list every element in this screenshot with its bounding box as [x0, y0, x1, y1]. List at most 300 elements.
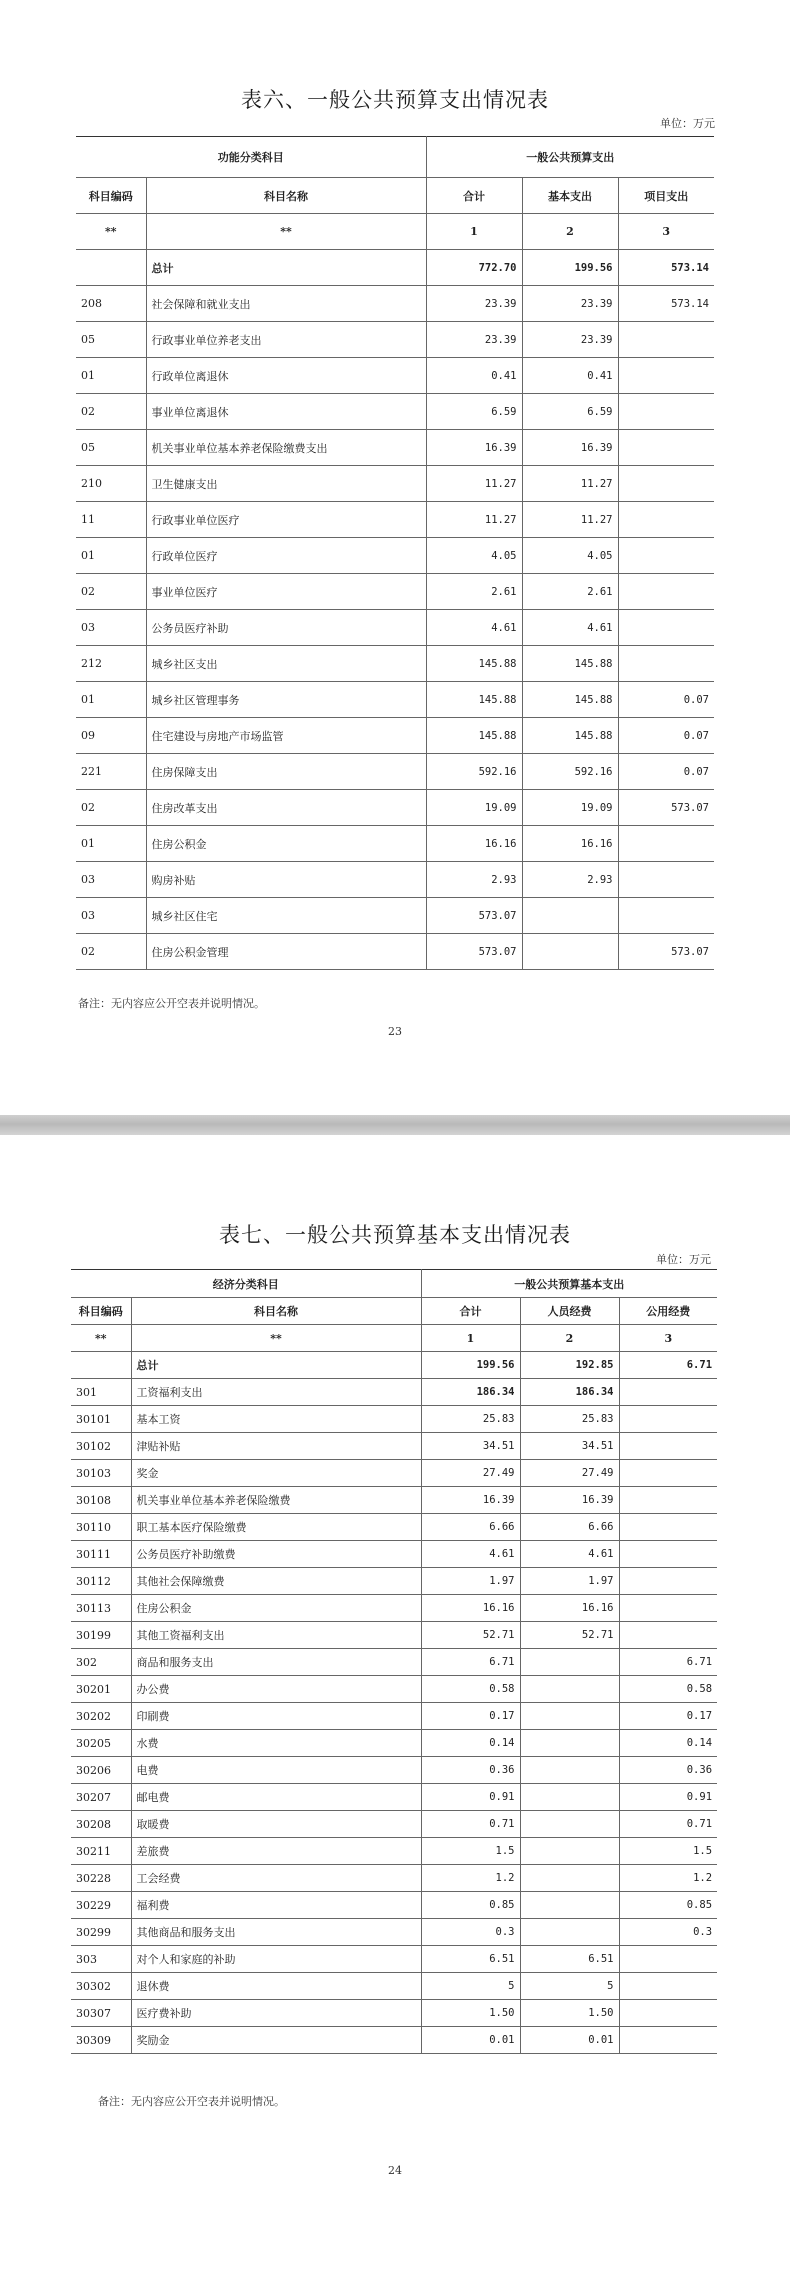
table7-row [71, 1568, 717, 1595]
table7-cell-personnel: 0.01 [520, 2027, 619, 2054]
table7-cell-name: 奖励金 [131, 2027, 421, 2054]
table6-cell-total: 145.88 [426, 718, 522, 754]
table7-cell-name: 基本工资 [131, 1406, 421, 1433]
table6-cell-basic: 16.16 [522, 826, 618, 862]
table7-cell-public [619, 1433, 717, 1460]
table6-cell-name: 住房保障支出 [146, 754, 426, 790]
table7-row [71, 1730, 717, 1757]
table7-cell-code: 30102 [71, 1433, 131, 1460]
table7-cell-name: 对个人和家庭的补助 [131, 1946, 421, 1973]
table7-cell-personnel: 192.85 [520, 1352, 619, 1379]
table7-cell-public [619, 2027, 717, 2054]
table6-cell-name: 卫生健康支出 [146, 466, 426, 502]
table7-cell-personnel: 16.16 [520, 1595, 619, 1622]
table6-cell-total: 2.93 [426, 862, 522, 898]
table7-cell-public: 1.2 [619, 1865, 717, 1892]
table6-cell-project [618, 322, 714, 358]
table6-cell-code: 02 [76, 394, 146, 430]
table7-cell-public [619, 1568, 717, 1595]
table6-cell-project: 573.07 [618, 790, 714, 826]
table7-group-left: 经济分类科目 [71, 1270, 421, 1298]
table6-cell-name: 购房补贴 [146, 862, 426, 898]
table6-cell-name: 城乡社区管理事务 [146, 682, 426, 718]
table7-cell-total: 6.51 [421, 1946, 520, 1973]
table7-cell-code: 30112 [71, 1568, 131, 1595]
table6-cell-code: 01 [76, 538, 146, 574]
table6-cell-code: 01 [76, 358, 146, 394]
table7-cell-personnel [520, 1811, 619, 1838]
table6-cell-project [618, 610, 714, 646]
table7-cell-public [619, 1487, 717, 1514]
table6-cell-code: 02 [76, 934, 146, 970]
table7-cell-total: 16.16 [421, 1595, 520, 1622]
table6-cell-total: 11.27 [426, 466, 522, 502]
table6-cell-name: 总计 [146, 250, 426, 286]
table7-cell-personnel [520, 1730, 619, 1757]
table7-cell-total: 0.71 [421, 1811, 520, 1838]
table7-cell-personnel [520, 1892, 619, 1919]
table6-cell-name: 公务员医疗补助 [146, 610, 426, 646]
table6-cell-basic: 2.61 [522, 574, 618, 610]
table7-cell-total: 0.17 [421, 1703, 520, 1730]
table6-cell-total: 6.59 [426, 394, 522, 430]
table6-cell-total: 11.27 [426, 502, 522, 538]
table6-row [76, 826, 714, 862]
table6-row [76, 682, 714, 718]
table6-cell-project [618, 502, 714, 538]
table7-cell-name: 住房公积金 [131, 1595, 421, 1622]
table6-cell-name: 住宅建设与房地产市场监管 [146, 718, 426, 754]
table7-cell-personnel [520, 1865, 619, 1892]
table6-cell-project [618, 538, 714, 574]
table6-unit: 单位：万元 [660, 117, 715, 130]
table7-cell-total: 6.66 [421, 1514, 520, 1541]
table7-cell-name: 电费 [131, 1757, 421, 1784]
table6-row [76, 790, 714, 826]
table6-row [76, 610, 714, 646]
table6-cell-basic [522, 934, 618, 970]
document-page-23 [0, 0, 790, 1115]
table7-cell-public [619, 1622, 717, 1649]
table6-cell-project [618, 826, 714, 862]
table7-cell-personnel [520, 1838, 619, 1865]
table6-cell-project: 573.14 [618, 250, 714, 286]
table6-cell-code: 208 [76, 286, 146, 322]
table6-cell-basic: 11.27 [522, 502, 618, 538]
table7-row [71, 1703, 717, 1730]
table6-cell-name: 住房公积金 [146, 826, 426, 862]
table6-cell-code: 01 [76, 682, 146, 718]
table6-row [76, 430, 714, 466]
table7-row [71, 1352, 717, 1379]
table6-cell-project [618, 430, 714, 466]
table6-cell-project: 0.07 [618, 718, 714, 754]
table7-cell-code: 30111 [71, 1541, 131, 1568]
table7-row [71, 1946, 717, 1973]
table7-row [71, 1379, 717, 1406]
table7-row [71, 1649, 717, 1676]
table7-index-2: 2 [520, 1325, 619, 1352]
table6-cell-name: 城乡社区支出 [146, 646, 426, 682]
table7-cell-total: 1.2 [421, 1865, 520, 1892]
table7-cell-code: 30103 [71, 1460, 131, 1487]
table7-index-row [71, 1325, 717, 1352]
table7-cell-total: 0.58 [421, 1676, 520, 1703]
table7-index-3: 3 [619, 1325, 717, 1352]
table6-cell-code: 11 [76, 502, 146, 538]
table6-cell-total: 0.41 [426, 358, 522, 394]
table7-col-public: 公用经费 [619, 1298, 717, 1325]
table7-cell-name: 退休费 [131, 1973, 421, 2000]
table7-cell-personnel: 5 [520, 1973, 619, 2000]
table7-row [71, 1460, 717, 1487]
table6-cell-project: 573.14 [618, 286, 714, 322]
table7-cell-name: 公务员医疗补助缴费 [131, 1541, 421, 1568]
table6-cell-code: 221 [76, 754, 146, 790]
table7-cell-total: 25.83 [421, 1406, 520, 1433]
table6-col-total: 合计 [426, 178, 522, 214]
table6-cell-basic: 145.88 [522, 646, 618, 682]
table7-col-code: 科目编码 [71, 1298, 131, 1325]
table7-cell-total: 0.85 [421, 1892, 520, 1919]
table6-row [76, 646, 714, 682]
table6-cell-code: 210 [76, 466, 146, 502]
table6-row [76, 538, 714, 574]
table6-cell-name: 行政单位离退休 [146, 358, 426, 394]
table7-row [71, 1487, 717, 1514]
table6-cell-project: 0.07 [618, 754, 714, 790]
table7-cell-public [619, 1406, 717, 1433]
table7-cell-total: 186.34 [421, 1379, 520, 1406]
table7-cell-personnel [520, 1676, 619, 1703]
table7-cell-name: 奖金 [131, 1460, 421, 1487]
table7-col-personnel: 人员经费 [520, 1298, 619, 1325]
table7-cell-total: 4.61 [421, 1541, 520, 1568]
table7-cell-total: 5 [421, 1973, 520, 2000]
table7-cell-public [619, 1595, 717, 1622]
table7-row [71, 1892, 717, 1919]
table6-cell-code: 03 [76, 610, 146, 646]
table7-cell-code: 30208 [71, 1811, 131, 1838]
table6-index-3: 3 [618, 214, 714, 250]
table7-cell-code: 30228 [71, 1865, 131, 1892]
table7-cell-code: 301 [71, 1379, 131, 1406]
table6-row [76, 250, 714, 286]
table6-row [76, 898, 714, 934]
table7-cell-name: 其他工资福利支出 [131, 1622, 421, 1649]
table6-cell-total: 573.07 [426, 898, 522, 934]
table7-marker-code: ** [71, 1325, 131, 1352]
table7-cell-name: 水费 [131, 1730, 421, 1757]
table7-cell-personnel: 1.97 [520, 1568, 619, 1595]
table7-cell-total: 0.36 [421, 1757, 520, 1784]
table6-cell-code: 03 [76, 862, 146, 898]
table6-cell-code: 02 [76, 790, 146, 826]
table6-marker-name: ** [146, 214, 426, 250]
table7-cell-personnel: 27.49 [520, 1460, 619, 1487]
table7-row [71, 1595, 717, 1622]
table6-cell-name: 行政单位医疗 [146, 538, 426, 574]
table7-cell-code: 30307 [71, 2000, 131, 2027]
page-number-23: 23 [388, 1025, 402, 1038]
table7-row [71, 2000, 717, 2027]
table7-unit: 单位：万元 [656, 1253, 711, 1266]
table6-row [76, 718, 714, 754]
table6-cell-name: 事业单位医疗 [146, 574, 426, 610]
table6-cell-total: 2.61 [426, 574, 522, 610]
table7-row [71, 1838, 717, 1865]
table7-cell-total: 0.91 [421, 1784, 520, 1811]
table7-cell-public [619, 2000, 717, 2027]
table6-cell-basic: 19.09 [522, 790, 618, 826]
table6-col-code: 科目编码 [76, 178, 146, 214]
table7-cell-personnel: 4.61 [520, 1541, 619, 1568]
table7-cell-code: 30207 [71, 1784, 131, 1811]
table6-cell-basic: 592.16 [522, 754, 618, 790]
table6-cell-basic: 4.05 [522, 538, 618, 574]
table7-cell-public: 0.36 [619, 1757, 717, 1784]
table6-cell-code: 01 [76, 826, 146, 862]
table6-cell-code: 05 [76, 322, 146, 358]
table7-cell-public: 6.71 [619, 1352, 717, 1379]
table7-cell-personnel: 25.83 [520, 1406, 619, 1433]
table6-marker-code: ** [76, 214, 146, 250]
table7-cell-name: 商品和服务支出 [131, 1649, 421, 1676]
table6-cell-code: 03 [76, 898, 146, 934]
table6-cell-name: 行政事业单位医疗 [146, 502, 426, 538]
table6-cell-project [618, 646, 714, 682]
table6-cell-basic: 0.41 [522, 358, 618, 394]
table7-cell-public [619, 1973, 717, 2000]
table7-cell-public: 6.71 [619, 1649, 717, 1676]
table6-index-1: 1 [426, 214, 522, 250]
table7-cell-public: 0.58 [619, 1676, 717, 1703]
table6-cell-name: 城乡社区住宅 [146, 898, 426, 934]
table7-cell-total: 1.50 [421, 2000, 520, 2027]
table7-row [71, 1622, 717, 1649]
table6-row [76, 322, 714, 358]
table6-cell-project: 573.07 [618, 934, 714, 970]
table7-cell-code: 30205 [71, 1730, 131, 1757]
table7-note: 备注：无内容应公开空表并说明情况。 [98, 2095, 285, 2108]
table6-cell-project [618, 466, 714, 502]
table7-cell-personnel: 186.34 [520, 1379, 619, 1406]
table7-cell-code: 30229 [71, 1892, 131, 1919]
table7-row [71, 1406, 717, 1433]
table6-note: 备注：无内容应公开空表并说明情况。 [78, 997, 265, 1010]
table6-col-project: 项目支出 [618, 178, 714, 214]
table6-cell-total: 4.05 [426, 538, 522, 574]
table7-cell-code: 30113 [71, 1595, 131, 1622]
table7-cell-name: 总计 [131, 1352, 421, 1379]
table7-cell-total: 1.5 [421, 1838, 520, 1865]
table7-cell-public: 0.91 [619, 1784, 717, 1811]
table6-cell-name: 住房改革支出 [146, 790, 426, 826]
table7-cell-total: 199.56 [421, 1352, 520, 1379]
table7-header-row [71, 1298, 717, 1325]
table7-cell-personnel [520, 1919, 619, 1946]
table6-cell-basic: 2.93 [522, 862, 618, 898]
table7-cell-public: 1.5 [619, 1838, 717, 1865]
table6-row [76, 394, 714, 430]
table6-cell-project [618, 574, 714, 610]
table7-cell-personnel [520, 1703, 619, 1730]
table7-cell-total: 0.14 [421, 1730, 520, 1757]
table6-index-row [76, 214, 714, 250]
table7-cell-code: 30199 [71, 1622, 131, 1649]
table7-cell-code: 30110 [71, 1514, 131, 1541]
table6-cell-total: 16.16 [426, 826, 522, 862]
table6-row [76, 286, 714, 322]
table7-col-total: 合计 [421, 1298, 520, 1325]
page-number-24: 24 [388, 2164, 402, 2177]
table6-cell-total: 573.07 [426, 934, 522, 970]
table7-cell-total: 34.51 [421, 1433, 520, 1460]
table7-cell-name: 工会经费 [131, 1865, 421, 1892]
table7-row [71, 1541, 717, 1568]
table6-cell-project [618, 394, 714, 430]
table7-cell-personnel: 52.71 [520, 1622, 619, 1649]
table7-cell-name: 医疗费补助 [131, 2000, 421, 2027]
table7-cell-total: 1.97 [421, 1568, 520, 1595]
table6-cell-name: 机关事业单位基本养老保险缴费支出 [146, 430, 426, 466]
table7-cell-name: 其他社会保障缴费 [131, 1568, 421, 1595]
table7-row [71, 1433, 717, 1460]
table6-cell-name: 行政事业单位养老支出 [146, 322, 426, 358]
table6-cell-name: 住房公积金管理 [146, 934, 426, 970]
table6-row [76, 574, 714, 610]
table6-cell-total: 19.09 [426, 790, 522, 826]
table7-cell-personnel [520, 1757, 619, 1784]
table6-group-left: 功能分类科目 [76, 137, 426, 178]
table7-header-group-row [71, 1270, 717, 1298]
table7-cell-public: 0.17 [619, 1703, 717, 1730]
table7-cell-name: 印刷费 [131, 1703, 421, 1730]
table7-row [71, 1811, 717, 1838]
table6-cell-code: 05 [76, 430, 146, 466]
table7-cell-name: 邮电费 [131, 1784, 421, 1811]
table7-cell-personnel: 34.51 [520, 1433, 619, 1460]
table7-cell-code: 30302 [71, 1973, 131, 2000]
table7-cell-code: 30309 [71, 2027, 131, 2054]
table6-cell-code: 09 [76, 718, 146, 754]
table7-cell-public [619, 1541, 717, 1568]
table7-cell-code: 30211 [71, 1838, 131, 1865]
page-separator [0, 1115, 790, 1135]
table7-cell-name: 津贴补贴 [131, 1433, 421, 1460]
table6-title: 表六、一般公共预算支出情况表 [241, 88, 549, 112]
table7-cell-personnel: 6.51 [520, 1946, 619, 1973]
table7-index-1: 1 [421, 1325, 520, 1352]
table7-cell-total: 0.01 [421, 2027, 520, 2054]
table6-cell-total: 772.70 [426, 250, 522, 286]
table7-row [71, 1514, 717, 1541]
table7-cell-public: 0.3 [619, 1919, 717, 1946]
table7-cell-total: 6.71 [421, 1649, 520, 1676]
table6-col-basic: 基本支出 [522, 178, 618, 214]
table7-cell-public [619, 1514, 717, 1541]
table7-cell-name: 取暖费 [131, 1811, 421, 1838]
table6-cell-basic: 145.88 [522, 682, 618, 718]
table7-col-name: 科目名称 [131, 1298, 421, 1325]
table6-cell-total: 145.88 [426, 646, 522, 682]
table7-cell-code: 30202 [71, 1703, 131, 1730]
table6-cell-total: 23.39 [426, 286, 522, 322]
table7-general-budget-basic-expenditure [71, 1269, 717, 2054]
table7-row [71, 1757, 717, 1784]
table7-cell-public: 0.71 [619, 1811, 717, 1838]
table7-cell-name: 职工基本医疗保险缴费 [131, 1514, 421, 1541]
table7-cell-total: 16.39 [421, 1487, 520, 1514]
table7-cell-total: 0.3 [421, 1919, 520, 1946]
table6-cell-basic: 199.56 [522, 250, 618, 286]
table6-row [76, 934, 714, 970]
table7-row [71, 1784, 717, 1811]
table7-cell-public [619, 1460, 717, 1487]
table6-cell-code [76, 250, 146, 286]
table6-cell-project: 0.07 [618, 682, 714, 718]
table7-row [71, 1919, 717, 1946]
table6-cell-total: 23.39 [426, 322, 522, 358]
table7-cell-name: 工资福利支出 [131, 1379, 421, 1406]
table7-cell-code: 302 [71, 1649, 131, 1676]
table7-cell-public: 0.14 [619, 1730, 717, 1757]
table6-cell-total: 145.88 [426, 682, 522, 718]
table6-cell-basic: 23.39 [522, 286, 618, 322]
table7-row [71, 2027, 717, 2054]
table6-header-row [76, 178, 714, 214]
table7-cell-total: 27.49 [421, 1460, 520, 1487]
table7-cell-name: 福利费 [131, 1892, 421, 1919]
table7-cell-name: 办公费 [131, 1676, 421, 1703]
table6-cell-basic: 145.88 [522, 718, 618, 754]
table6-index-2: 2 [522, 214, 618, 250]
table6-general-budget-expenditure [76, 136, 714, 970]
table7-cell-personnel [520, 1784, 619, 1811]
table7-cell-personnel: 1.50 [520, 2000, 619, 2027]
table6-row [76, 754, 714, 790]
table6-row [76, 358, 714, 394]
table6-group-right: 一般公共预算支出 [426, 137, 714, 178]
table7-cell-total: 52.71 [421, 1622, 520, 1649]
table7-cell-name: 差旅费 [131, 1838, 421, 1865]
table7-cell-code: 30299 [71, 1919, 131, 1946]
table6-cell-code: 212 [76, 646, 146, 682]
table6-cell-total: 4.61 [426, 610, 522, 646]
table6-header-group-row [76, 137, 714, 178]
table6-cell-basic: 16.39 [522, 430, 618, 466]
table7-cell-code: 303 [71, 1946, 131, 1973]
table7-row [71, 1676, 717, 1703]
table7-row [71, 1865, 717, 1892]
table7-cell-personnel: 16.39 [520, 1487, 619, 1514]
table7-cell-public [619, 1379, 717, 1406]
table7-title: 表七、一般公共预算基本支出情况表 [219, 1223, 571, 1247]
table7-cell-name: 机关事业单位基本养老保险缴费 [131, 1487, 421, 1514]
table6-cell-project [618, 358, 714, 394]
table6-cell-project [618, 898, 714, 934]
table6-cell-total: 592.16 [426, 754, 522, 790]
table6-cell-code: 02 [76, 574, 146, 610]
table6-row [76, 502, 714, 538]
table7-group-right: 一般公共预算基本支出 [421, 1270, 717, 1298]
table7-cell-code: 30108 [71, 1487, 131, 1514]
table6-cell-basic [522, 898, 618, 934]
table6-row [76, 862, 714, 898]
table6-cell-name: 社会保障和就业支出 [146, 286, 426, 322]
table7-cell-code: 30206 [71, 1757, 131, 1784]
table7-marker-name: ** [131, 1325, 421, 1352]
